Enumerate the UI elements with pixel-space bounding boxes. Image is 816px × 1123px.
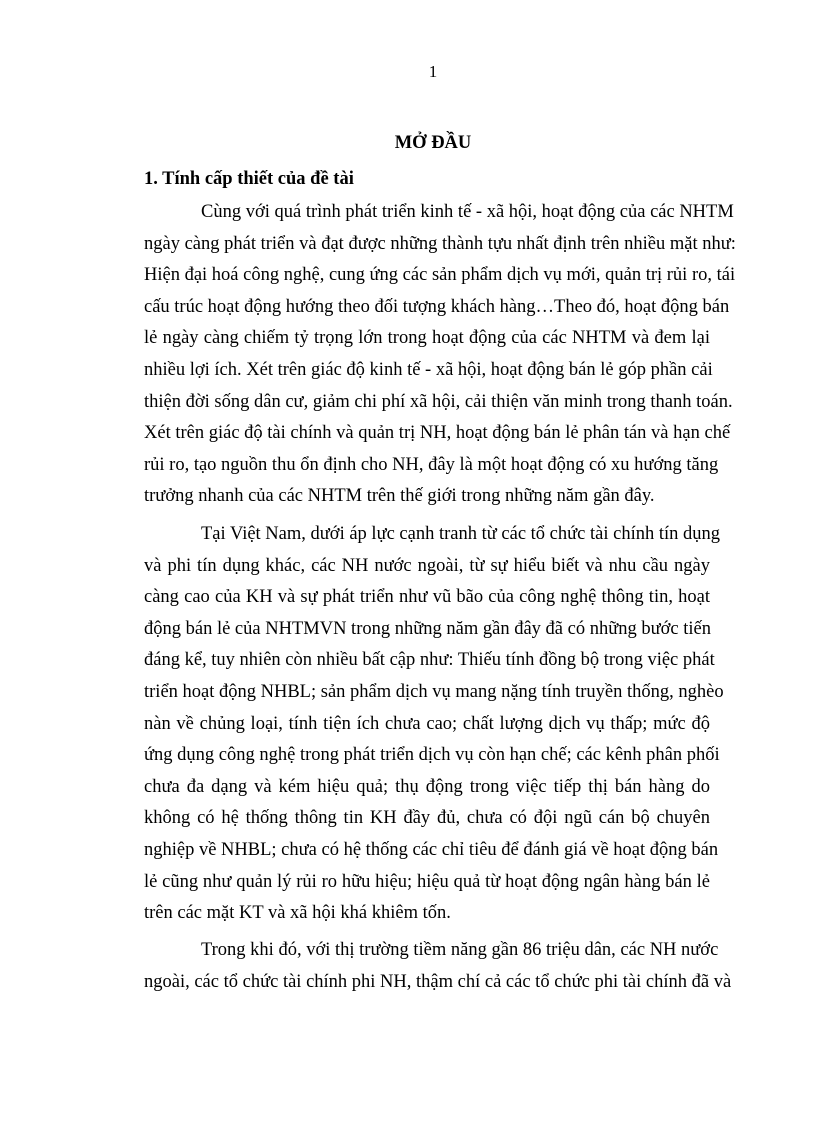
paragraph-line: Tại Việt Nam, dưới áp lực cạnh tranh từ các tổ chức tài chính tín dụng [201,524,721,544]
paragraph-line: trên các mặt KT và xã hội khá khiêm tốn. [144,903,451,924]
paragraph-line: nghiệp về NHBL; chưa có hệ thống các chỉ tiêu để đánh giá về hoạt động bán [144,839,719,860]
paragraph-line: ngoài, các tổ chức tài chính phi NH, thậm chí cả các tổ chức phi tài chính đã và [144,971,732,992]
paragraph-line: trưởng nhanh của các NHTM trên thế giới trong những năm gần đây. [144,486,655,507]
paragraph-line: Xét trên giác độ tài chính và quản trị NH, hoạt động bán lẻ phân tán và hạn chế [144,423,731,444]
page-number: 1 [428,62,438,81]
paragraph-line: lẻ ngày càng chiếm tỷ trọng lớn trong hoạt động của các NHTM và đem lại [144,328,710,349]
paragraph-line: lẻ cũng như quản lý rủi ro hữu hiệu; hiệu quả từ hoạt động ngân hàng bán lẻ [144,871,710,892]
paragraph-line: không có hệ thống thông tin KH đầy đủ, chưa có đội ngũ cán bộ chuyên [144,808,710,829]
paragraph-line: nhiều lợi ích. Xét trên giác độ kinh tế - xã hội, hoạt động bán lẻ góp phần cải [144,359,713,380]
paragraph-line: ngày càng phát triển và đạt được những thành tựu nhất định trên nhiều mặt như: [144,233,736,254]
paragraph-line: và phi tín dụng khác, các NH nước ngoài, từ sự hiểu biết và nhu cầu ngày [144,555,710,576]
paragraph-line: ứng dụng công nghệ trong phát triển dịch vụ còn hạn chế; các kênh phân phối [144,745,720,766]
paragraph-line: Cùng với quá trình phát triển kinh tế - xã hội, hoạt động của các NHTM [201,202,734,222]
paragraph-line: Hiện đại hoá công nghệ, cung ứng các sản phẩm dịch vụ mới, quản trị rủi ro, tái [144,265,736,286]
paragraph-line: triển hoạt động NHBL; sản phẩm dịch vụ mang nặng tính truyền thống, nghèo [144,681,724,702]
paragraph-3 [144,935,732,998]
paragraph-line: nàn về chủng loại, tính tiện ích chưa cao; chất lượng dịch vụ thấp; mức độ [144,713,710,734]
section-heading: 1. Tính cấp thiết của đề tài [144,169,354,189]
paragraph-2 [144,519,724,930]
paragraph-line: thiện đời sống dân cư, giảm chi phí xã hội, cải thiện văn minh trong thanh toán. [144,391,733,412]
paragraph-line: chưa đa dạng và kém hiệu quả; thụ động trong việc tiếp thị bán hàng do [144,776,710,797]
paragraph-line: càng cao của KH và sự phát triển như vũ bão của công nghệ thông tin, hoạt [144,587,710,608]
paragraph-line: động bán lẻ của NHTMVN trong những năm gần đây đã có những bước tiến [144,618,711,639]
paragraph-line: Trong khi đó, với thị trường tiềm năng gần 86 triệu dân, các NH nước [201,940,719,960]
paragraph-1 [144,197,736,513]
paragraph-line: cấu trúc hoạt động hướng theo đối tượng khách hàng…Theo đó, hoạt động bán [144,296,730,317]
chapter-title: MỞ ĐẦU [394,133,472,153]
paragraph-line: đáng kể, tuy nhiên còn nhiều bất cập như: Thiếu tính đồng bộ trong việc phát [144,650,715,671]
paragraph-line: rủi ro, tạo nguồn thu ổn định cho NH, đây là một hoạt động có xu hướng tăng [144,454,719,475]
